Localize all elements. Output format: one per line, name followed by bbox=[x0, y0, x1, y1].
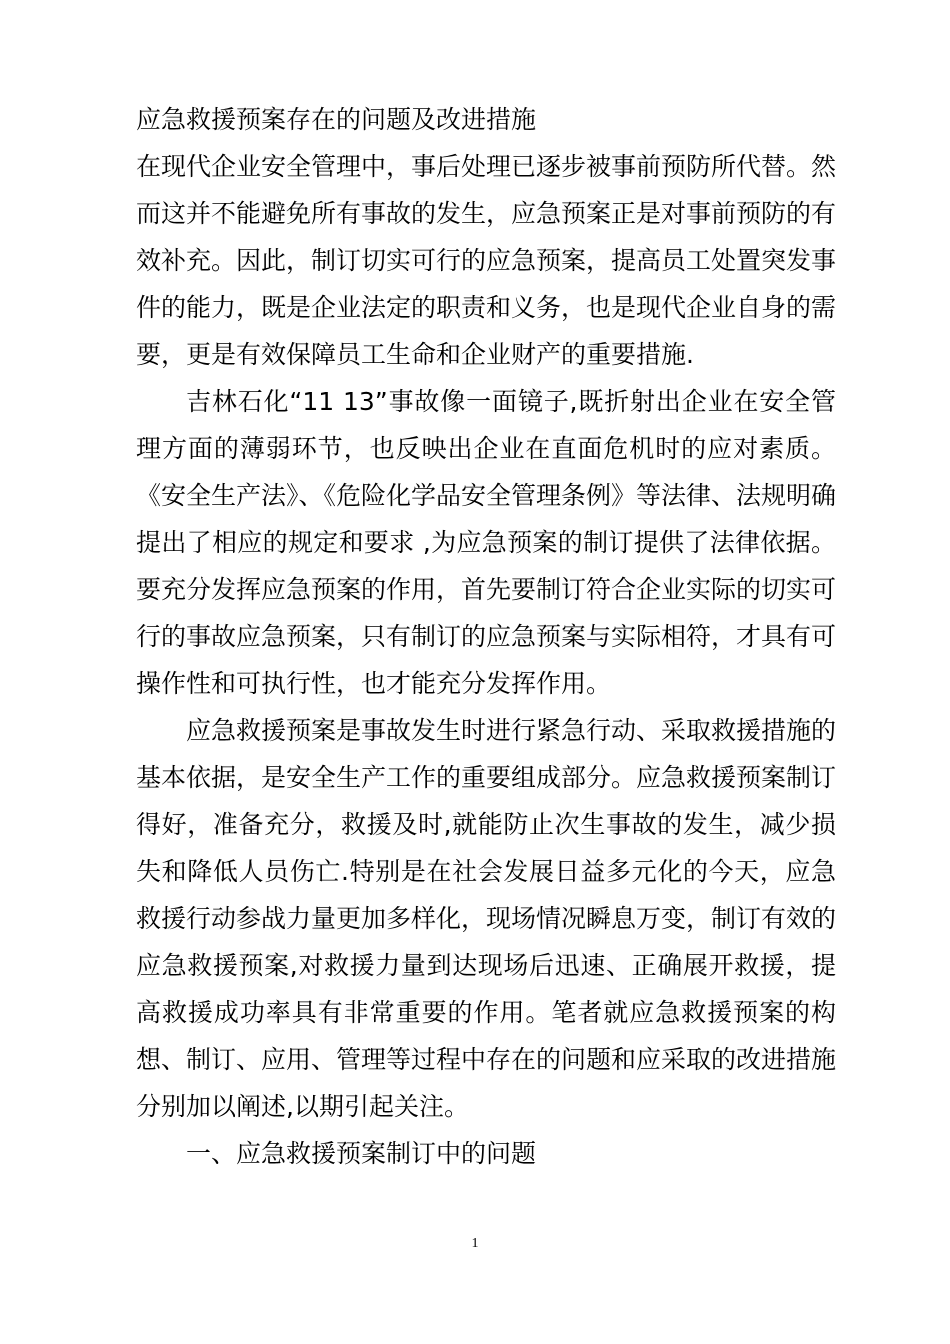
paragraph-emergency-plan-role: 应急救援预案是事故发生时进行紧急行动、采取救援措施的基本依据，是安全生产工作的重要组成部分。应急救援预案制订得好，准备充分，救援及时,就能防止次生事故的发生，减少损失和降低人员伤亡.特别是在社会发展日益多元化的今天，应急救援行动参战力量更加多样化，现场情况瞬息万变，制订有效的应急救援预案,对救援力量到达现场后迅速、正确展开救援，提高救援成功率具有非常重要的作用。笔者就应急救援预案的构想、制订、应用、管理等过程中存在的问题和应采取的改进措施分别加以阐述,以期引起关注。 bbox=[136, 716, 837, 1121]
page-number: 1 bbox=[471, 1236, 479, 1251]
paragraph-jilin-incident: 吉林石化“11 13”事故像一面镜子,既折射出企业在安全管理方面的薄弱环节，也反映出企业在直面危机时的应对素质。《安全生产法》、《危险化学品安全管理条例》等法律、法规明确提出了相应的规定和要求 ,为应急预案的制订提供了法律依据。要充分发挥应急预案的作用，首先要制订符合企业实际的切实可行的事故应急预案，只有制订的应急预案与实际相符，才具有可操作性和可执行性，也才能充分发挥作用。 bbox=[136, 387, 837, 698]
document-title: 应急救援预案存在的问题及改进措施 bbox=[136, 105, 537, 134]
section-heading: 一、应急救援预案制订中的问题 bbox=[186, 1139, 537, 1168]
paragraph-intro: 在现代企业安全管理中，事后处理已逐步被事前预防所代替。然而这并不能避免所有事故的发生，应急预案正是对事前预防的有效补充。因此，制订切实可行的应急预案，提高员工处置突发事件的能力，既是企业法定的职责和义务，也是现代企业自身的需要，更是有效保障员工生命和企业财产的重要措施. bbox=[136, 152, 837, 369]
document-body bbox=[136, 96, 836, 1177]
